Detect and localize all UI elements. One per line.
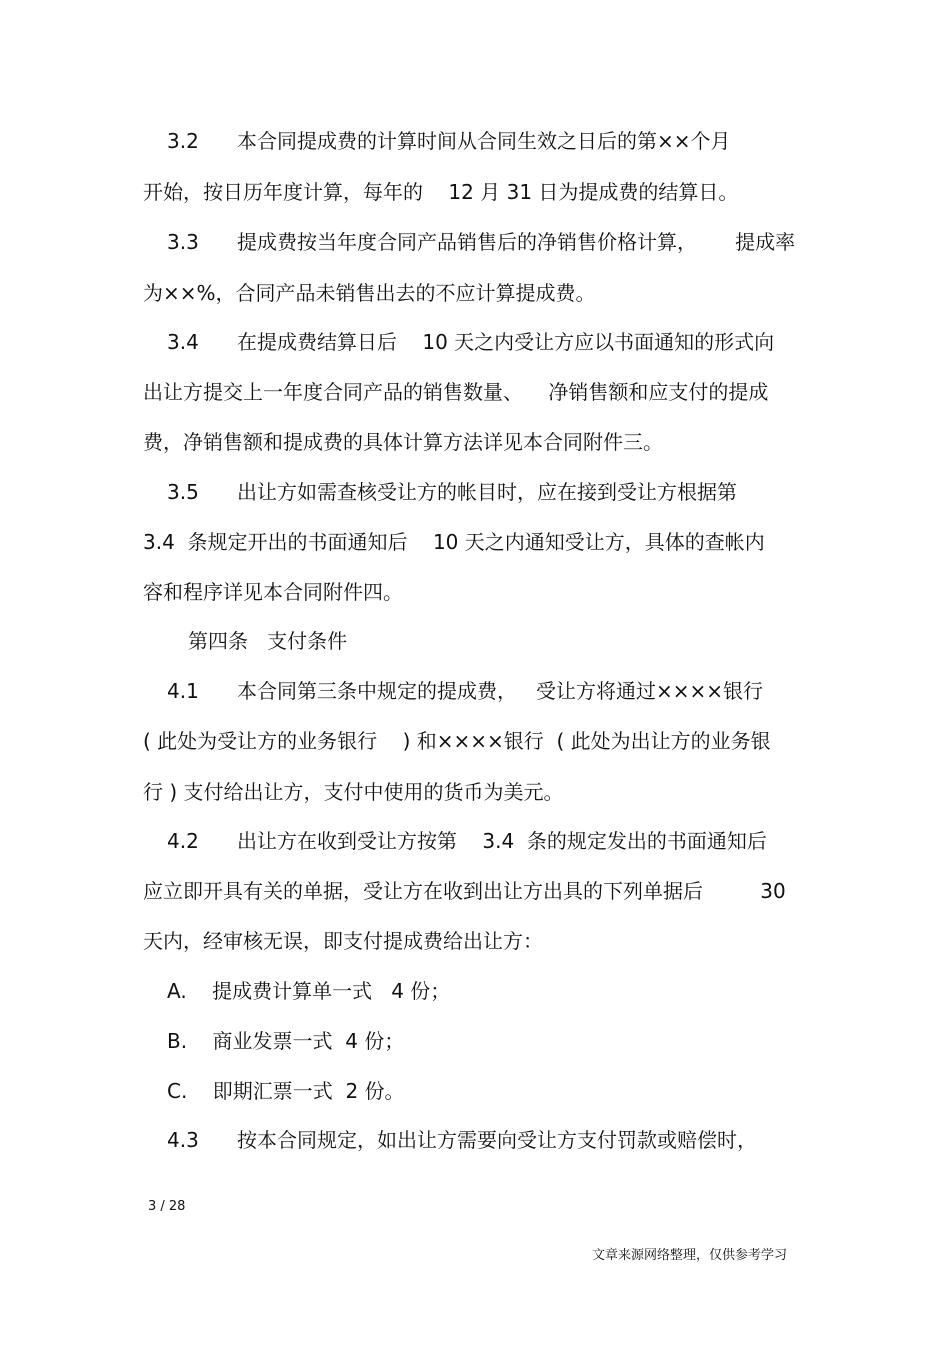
list-item: B. 商业发票一式 4 份； — [167, 1029, 405, 1053]
text-line: 出让方提交上一年度合同产品的销售数量、 净销售额和应支付的提成 — [143, 380, 769, 404]
text-line: 应立即开具有关的单据，受让方在收到出让方出具的下列单据后 30 — [143, 879, 786, 903]
text-line: 4.3 按本合同规定，如出让方需要向受让方支付罚款或赔偿时， — [167, 1128, 757, 1152]
text-line: 3.3 提成费按当年度合同产品销售后的净销售价格计算， 提成率 — [167, 230, 796, 254]
text-line: 行 ) 支付给出让方，支付中使用的货币为美元。 — [143, 780, 564, 804]
text-line: 容和程序详见本合同附件四。 — [143, 580, 403, 604]
text-line: 天内，经审核无误，即支付提成费给出让方： — [143, 929, 543, 953]
text-line: 4.2 出让方在收到受让方按第 3.4 条的规定发出的书面通知后 — [167, 829, 767, 853]
list-item: C. 即期汇票一式 2 份。 — [167, 1079, 405, 1103]
text-line: 4.1 本合同第三条中规定的提成费， 受让方将通过××××银行 — [167, 679, 764, 703]
text-line: 3.4 条规定开出的书面通知后 10 天之内通知受让方，具体的查帐内 — [143, 530, 765, 554]
text-line: 3.2 本合同提成费的计算时间从合同生效之日后的第××个月 — [167, 129, 731, 153]
text-line: 为××%，合同产品未销售出去的不应计算提成费。 — [143, 281, 596, 305]
source-note: 文章来源网络整理，仅供参考学习 — [592, 1248, 788, 1263]
text-line: 3.5 出让方如需查核受让方的帐目时，应在接到受让方根据第 — [167, 480, 737, 504]
text-line: 3.4 在提成费结算日后 10 天之内受让方应以书面通知的形式向 — [167, 330, 775, 354]
section-heading: 第四条 支付条件 — [188, 629, 348, 653]
text-line: 费，净销售额和提成费的具体计算方法详见本合同附件三。 — [143, 430, 663, 454]
page-number: 3 / 28 — [148, 1199, 186, 1214]
text-line: 开始，按日历年度计算，每年的 12 月 31 日为提成费的结算日。 — [143, 180, 739, 204]
list-item: A. 提成费计算单一式 4 份； — [167, 979, 451, 1003]
text-line: ( 此处为受让方的业务银行 ) 和××××银行 ( 此处为出让方的业务银 — [143, 729, 771, 753]
